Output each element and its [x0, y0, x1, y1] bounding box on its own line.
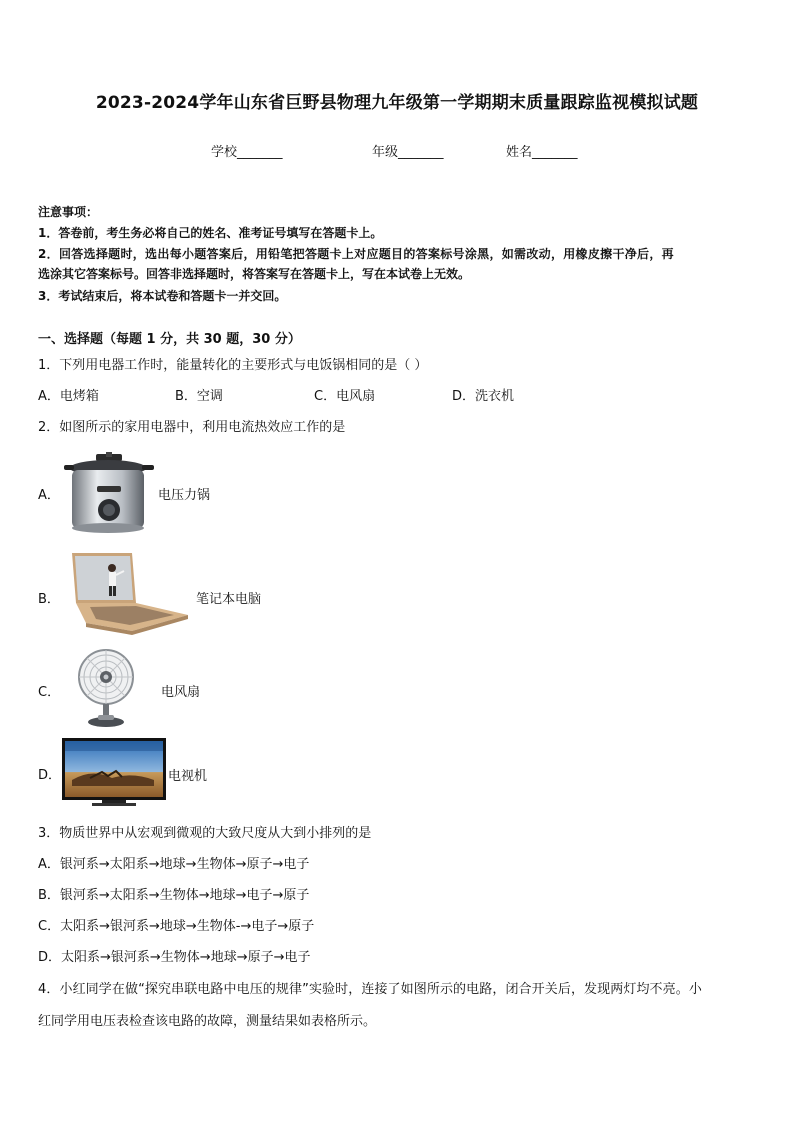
option-d: D．太阳系→银河系→生物体→地球→原子→电子: [38, 950, 311, 965]
option-letter: B．: [38, 592, 60, 607]
notice-heading: 注意事项：: [38, 205, 99, 219]
option-b: B．空调: [175, 389, 223, 404]
notice-item: 2．回答选择题时，选出每小题答案后，用铅笔把答题卡上对应题目的答案标号涂黑，如需改动，用橡皮擦干净后，再: [38, 247, 674, 261]
option-d: D．洗衣机: [452, 389, 515, 404]
pressure-cooker-icon: [62, 452, 158, 536]
grade-field: 年级_______: [372, 145, 444, 160]
section-heading: 一、选择题（每题 1 分，共 30 题，30 分）: [38, 332, 301, 347]
option-label: 笔记本电脑: [196, 592, 262, 607]
question-stem: 2．如图所示的家用电器中，利用电流热效应工作的是: [38, 420, 346, 435]
option-label: 电风扇: [161, 685, 201, 700]
option-a: A．银河系→太阳系→地球→生物体→原子→电子: [38, 857, 310, 872]
option-label: 电压力锅: [158, 488, 211, 503]
notice-item: 选涂其它答案标号。回答非选择题时，将答案写在答题卡上，写在本试卷上无效。: [38, 267, 471, 281]
name-field: 姓名_______: [506, 145, 578, 160]
option-letter: D．: [38, 768, 62, 783]
laptop-icon: [66, 553, 190, 637]
question-stem: 1．下列用电器工作时，能量转化的主要形式与电饭锅相同的是（ ）: [38, 358, 428, 373]
question-stem-continued: 红同学用电压表检查该电路的故障，测量结果如表格所示。: [38, 1014, 377, 1029]
option-letter: C．: [38, 685, 61, 700]
option-label: 电视机: [168, 769, 208, 784]
question-stem: 4．小红同学在做“探究串联电路中电压的规律”实验时，连接了如图所示的电路，闭合开关后，发现两灯均不亮。小: [38, 982, 702, 997]
school-field: 学校_______: [211, 145, 283, 160]
notice-item: 3．考试结束后，将本试卷和答题卡一并交回。: [38, 289, 287, 303]
option-b: B．银河系→太阳系→生物体→地球→电子→原子: [38, 888, 310, 903]
fan-icon: [74, 649, 138, 729]
option-letter: A．: [38, 488, 60, 503]
tv-icon: [62, 738, 168, 808]
option-c: C．电风扇: [314, 389, 376, 404]
question-stem: 3．物质世界中从宏观到微观的大致尺度从大到小排列的是: [38, 826, 372, 841]
notice-item: 1．答卷前，考生务必将自己的姓名、准考证号填写在答题卡上。: [38, 226, 383, 240]
option-a: A．电烤箱: [38, 389, 99, 404]
option-c: C．太阳系→银河系→地球→生物体-→电子→原子: [38, 919, 315, 934]
page-title: 2023-2024学年山东省巨野县物理九年级第一学期期末质量跟踪监视模拟试题: [95, 93, 699, 113]
